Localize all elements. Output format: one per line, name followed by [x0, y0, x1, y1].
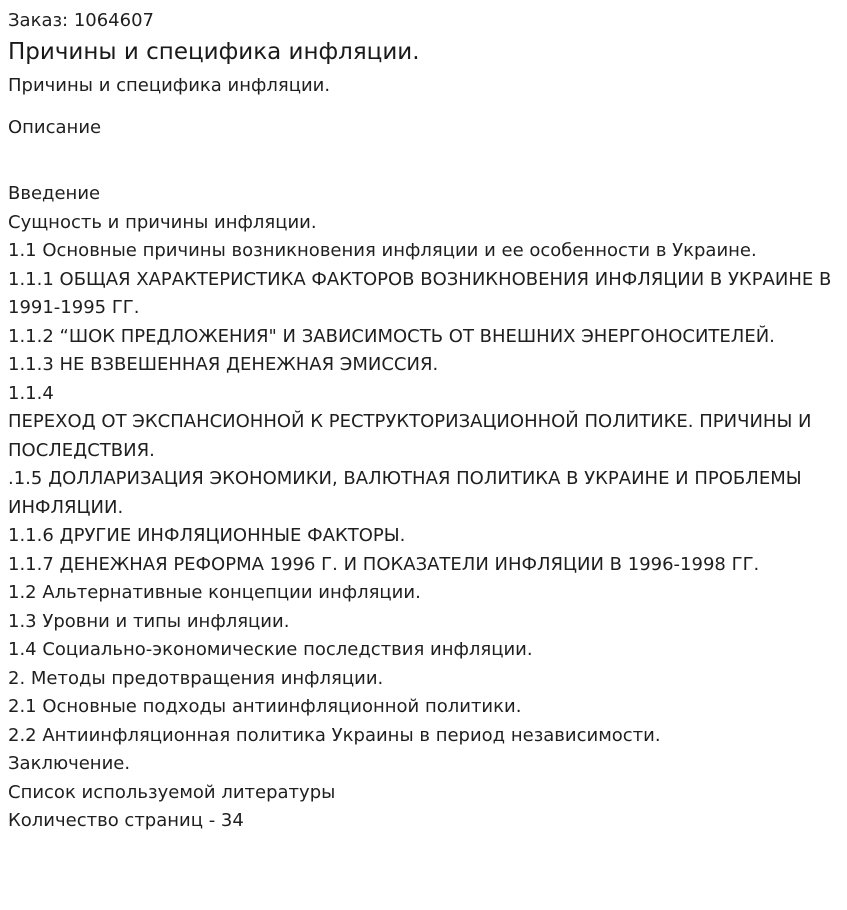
toc-item: Список используемой литературы — [8, 781, 336, 803]
toc-item: Заключение. — [8, 753, 131, 774]
toc-item: 1.1.1 ОБЩАЯ ХАРАКТЕРИСТИКА ФАКТОРОВ ВОЗНИКНОВЕНИЯ ИНФЛЯЦИИ В УКРАИНЕ В 1991-1995 ГГ. — [8, 268, 832, 318]
table-of-contents — [8, 180, 839, 836]
toc-item: 1.1.7 ДЕНЕЖНАЯ РЕФОРМА 1996 Г. И ПОКАЗАТЕЛИ ИНФЛЯЦИИ В 1996-1998 ГГ. — [8, 553, 760, 575]
toc-item: 1.1.2 “ШОК ПРЕДЛОЖЕНИЯ" И ЗАВИСИМОСТЬ ОТ ВНЕШНИХ ЭНЕРГОНОСИТЕЛЕЙ. — [8, 325, 775, 347]
toc-item: 1.3 Уровни и типы инфляции. — [8, 610, 290, 632]
order-number: Заказ: 1064607 — [8, 10, 154, 31]
toc-item: Введение — [8, 183, 101, 204]
toc-item: Сущность и причины инфляции. — [8, 211, 317, 233]
toc-item: 1.1 Основные причины возникновения инфляции и ее особенности в Украине. — [8, 240, 757, 261]
toc-item: 1.1.4 — [8, 382, 54, 404]
toc-item: .1.5 ДОЛЛАРИЗАЦИЯ ЭКОНОМИКИ, ВАЛЮТНАЯ ПОЛИТИКА В УКРАИНЕ И ПРОБЛЕМЫ ИНФЛЯЦИИ. — [8, 468, 802, 518]
toc-item: 2.1 Основные подходы антиинфляционной политики. — [8, 696, 522, 717]
toc-item: 1.4 Социально-экономические последствия инфляции. — [8, 639, 533, 660]
toc-item: 1.2 Альтернативные концепции инфляции. — [8, 582, 421, 603]
toc-item: 2.2 Антиинфляционная политика Украины в период независимости. — [8, 724, 661, 746]
page-title: Причины и специфика инфляции. — [8, 39, 420, 65]
toc-item: 2. Методы предотвращения инфляции. — [8, 667, 384, 689]
toc-item: 1.1.3 НЕ ВЗВЕШЕННАЯ ДЕНЕЖНАЯ ЭМИССИЯ. — [8, 354, 439, 375]
toc-item: ПЕРЕХОД ОТ ЭКСПАНСИОННОЙ К РЕСТРУКТОРИЗАЦИОННОЙ ПОЛИТИКЕ. ПРИЧИНЫ И ПОСЛЕДСТВИЯ. — [8, 411, 812, 461]
toc-item: 1.1.6 ДРУГИЕ ИНФЛЯЦИОННЫЕ ФАКТОРЫ. — [8, 525, 406, 546]
page-subtitle: Причины и специфика инфляции. — [8, 75, 331, 96]
page-count: Количество страниц - 34 — [8, 810, 244, 831]
description-heading: Описание — [8, 117, 102, 138]
